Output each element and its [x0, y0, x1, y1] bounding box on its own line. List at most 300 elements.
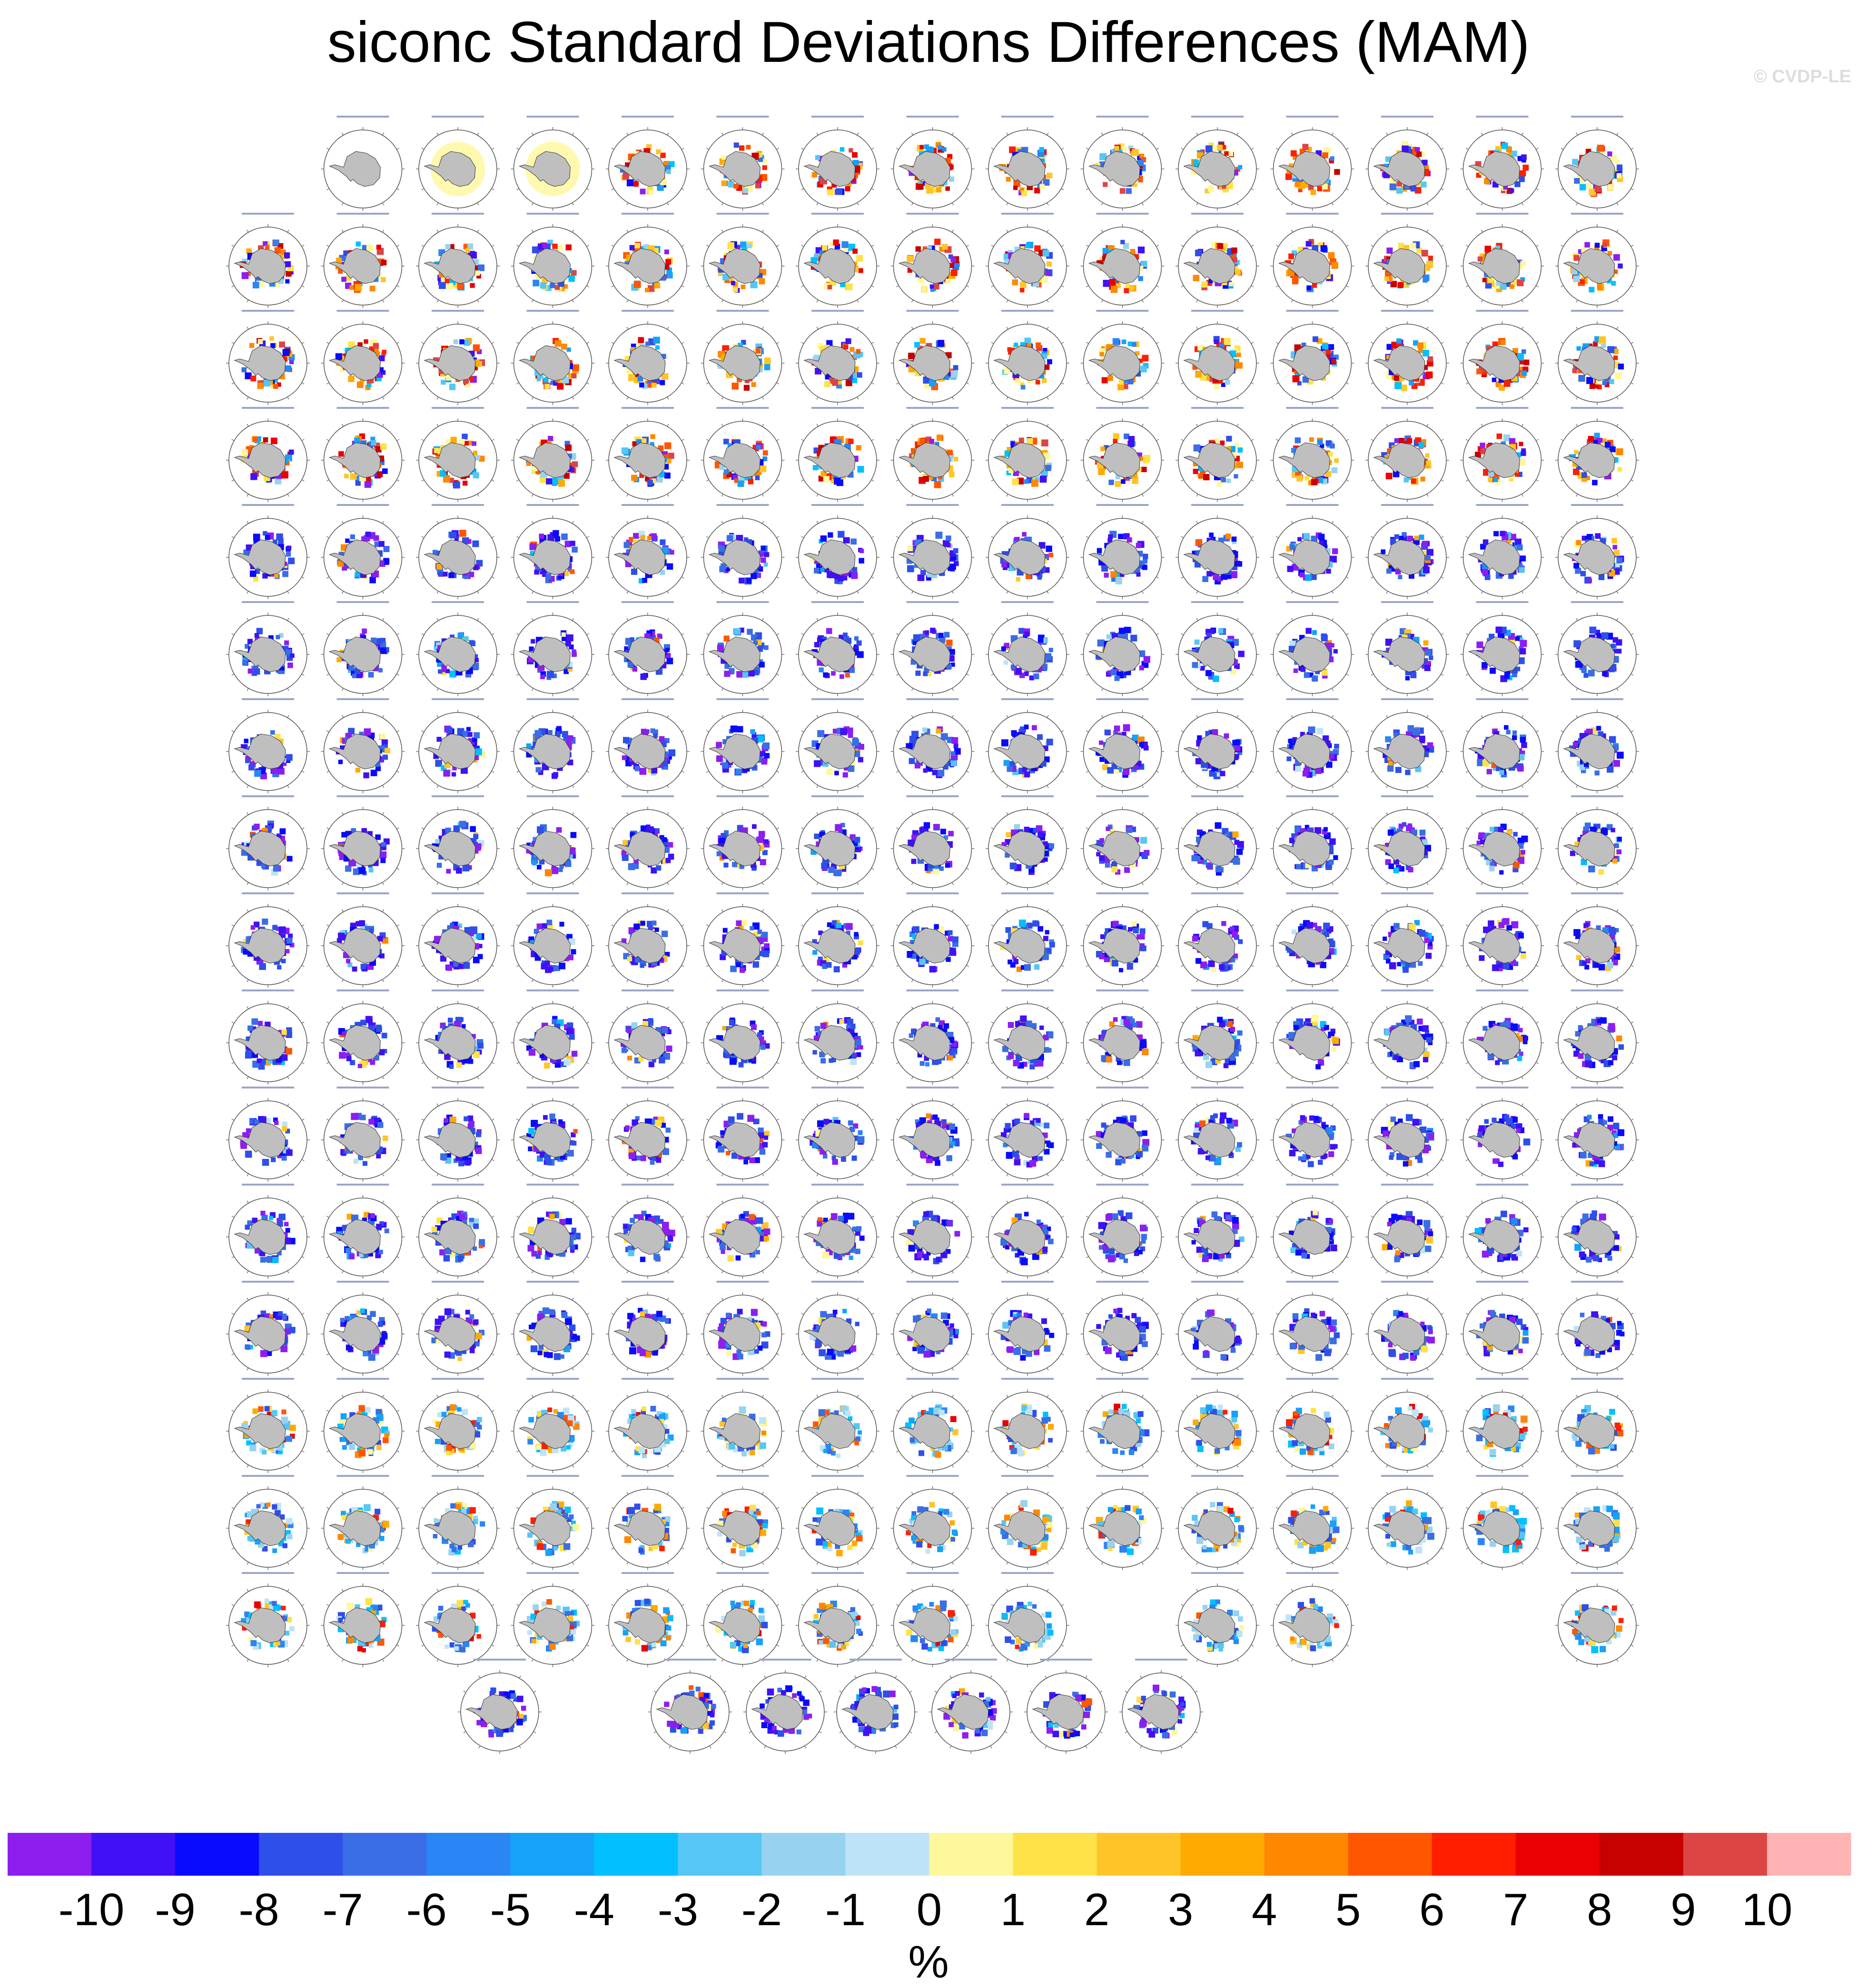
anomaly-cell — [371, 440, 376, 445]
panel-tick — [573, 618, 574, 621]
anomaly-cell — [553, 530, 559, 536]
anomaly-cell — [1138, 247, 1145, 253]
panel-tick — [1181, 577, 1184, 578]
anomaly-cell — [263, 437, 268, 443]
panel-tick — [422, 383, 424, 384]
panel-tick — [1156, 674, 1159, 675]
panel-tick — [1181, 383, 1184, 384]
anomaly-cell — [930, 628, 935, 633]
panel-caption — [1381, 407, 1433, 409]
panel-tick — [817, 688, 818, 691]
panel-tick — [232, 771, 234, 772]
anomaly-cell — [635, 766, 640, 771]
anomaly-cell — [1596, 633, 1601, 638]
panel-tick — [857, 618, 859, 621]
anomaly-cell — [954, 457, 958, 462]
panel-caption — [432, 601, 484, 603]
panel-tick — [1386, 133, 1388, 135]
panel-tick — [1007, 230, 1008, 232]
anomaly-cell — [1617, 173, 1622, 178]
panel-tick — [587, 577, 589, 578]
anomaly-cell — [1195, 539, 1203, 546]
anomaly-cell — [1317, 439, 1323, 445]
anomaly-cell — [1142, 565, 1147, 570]
panel-tick — [1156, 577, 1159, 578]
panel-tick — [777, 674, 779, 675]
panel-tick — [342, 230, 344, 232]
panel-tick — [383, 591, 384, 593]
anomaly-cell — [1099, 757, 1105, 762]
panel-tick — [871, 148, 874, 149]
anomaly-cell — [1034, 188, 1040, 193]
panel-caption — [1096, 407, 1149, 409]
anomaly-cell — [1321, 245, 1327, 252]
map-panel — [1081, 116, 1165, 211]
panel-tick — [383, 300, 384, 302]
panel-tick — [1386, 424, 1388, 426]
anomaly-cell — [738, 480, 744, 487]
anomaly-cell — [1416, 151, 1422, 157]
anomaly-cell — [1306, 241, 1312, 247]
panel-caption — [1001, 504, 1054, 506]
panel-tick — [287, 300, 289, 302]
anomaly-cell — [919, 338, 925, 344]
panel-tick — [1237, 230, 1238, 232]
anomaly-cell — [1583, 673, 1588, 678]
panel-tick — [1631, 286, 1633, 287]
panel-tick — [516, 342, 519, 344]
anomaly-cell — [844, 537, 850, 544]
panel-tick — [437, 327, 438, 329]
anomaly-cell — [666, 169, 671, 174]
panel-tick — [587, 383, 589, 384]
panel-tick — [991, 480, 994, 481]
anomaly-cell — [721, 180, 727, 186]
map-panel — [1175, 698, 1259, 793]
panel-tick — [587, 633, 589, 635]
panel-tick — [991, 245, 994, 247]
panel-tick — [1007, 715, 1008, 718]
anomaly-cell — [640, 188, 646, 194]
anomaly-cell — [919, 145, 924, 149]
panel-tick — [1441, 577, 1443, 578]
panel-caption — [1381, 213, 1433, 215]
panel-tick — [1156, 245, 1159, 247]
anomaly-cell — [1331, 262, 1338, 268]
anomaly-cell — [840, 147, 845, 152]
map-panel — [701, 310, 785, 405]
panel-caption — [907, 504, 959, 506]
panel-tick — [302, 674, 304, 675]
anomaly-cell — [450, 532, 456, 538]
panel-tick — [287, 785, 289, 788]
anomaly-cell — [1410, 672, 1416, 678]
panel-tick — [871, 286, 874, 287]
panel-tick — [573, 203, 574, 205]
anomaly-cell — [1504, 380, 1511, 387]
anomaly-cell — [1020, 288, 1024, 292]
panel-caption — [1286, 310, 1339, 312]
panel-tick — [912, 591, 913, 593]
panel-tick — [722, 688, 723, 691]
panel-tick — [1441, 383, 1443, 384]
panel-tick — [1371, 536, 1373, 538]
anomaly-cell — [1098, 468, 1105, 475]
anomaly-cell — [1618, 364, 1624, 369]
anomaly-cell — [660, 380, 665, 385]
panel-tick — [437, 424, 438, 426]
panel-caption — [1191, 116, 1244, 118]
map-panel — [1175, 407, 1259, 502]
panel-tick — [477, 785, 479, 788]
anomaly-cell — [283, 349, 290, 356]
panel-tick — [1346, 674, 1349, 675]
panel-tick — [967, 439, 969, 441]
anomaly-cell — [1419, 442, 1424, 448]
panel-tick — [1346, 577, 1349, 578]
anomaly-cell — [1398, 282, 1403, 288]
anomaly-cell — [1482, 278, 1487, 282]
anomaly-cell — [1103, 280, 1110, 287]
panel-tick — [1631, 245, 1633, 247]
anomaly-cell — [734, 142, 739, 148]
panel-tick — [991, 731, 994, 732]
anomaly-cell — [833, 729, 838, 733]
panel-tick — [667, 618, 669, 621]
anomaly-cell — [1586, 183, 1592, 189]
anomaly-cell — [907, 256, 913, 263]
panel-tick — [991, 342, 994, 344]
panel-tick — [1102, 300, 1103, 302]
panel-tick — [326, 286, 329, 287]
anomaly-cell — [1224, 338, 1231, 345]
panel-tick — [871, 771, 874, 772]
panel-tick — [612, 188, 614, 190]
map-panel — [606, 407, 690, 502]
anomaly-cell — [572, 547, 578, 553]
anomaly-cell — [1200, 666, 1205, 671]
panel-tick — [1142, 715, 1144, 718]
panel-tick — [383, 424, 384, 426]
panel-tick — [706, 577, 709, 578]
panel-tick — [817, 618, 818, 621]
anomaly-cell — [1027, 438, 1033, 444]
panel-tick — [682, 633, 684, 635]
panel-tick — [1276, 771, 1278, 772]
anomaly-cell — [1611, 538, 1617, 544]
anomaly-cell — [935, 532, 942, 539]
panel-tick — [1536, 286, 1539, 287]
anomaly-cell — [285, 366, 291, 372]
anomaly-cell — [462, 434, 467, 439]
panel-caption — [1381, 504, 1433, 506]
anomaly-cell — [378, 668, 383, 673]
panel-tick — [952, 688, 954, 691]
panel-tick — [777, 536, 779, 538]
panel-tick — [1561, 439, 1563, 441]
anomaly-cell — [1313, 336, 1318, 342]
panel-tick — [1061, 286, 1064, 287]
anomaly-cell — [284, 641, 289, 645]
panel-tick — [397, 148, 399, 149]
panel-tick — [1102, 618, 1103, 621]
panel-caption — [717, 601, 769, 603]
anomaly-cell — [908, 546, 913, 551]
anomaly-cell — [631, 475, 637, 481]
panel-tick — [1522, 327, 1523, 329]
anomaly-cell — [832, 380, 838, 386]
map-panel — [891, 504, 975, 599]
panel-tick — [1536, 674, 1539, 675]
panel-tick — [612, 731, 614, 732]
anomaly-cell — [1521, 154, 1527, 160]
anomaly-cell — [1334, 458, 1339, 463]
anomaly-cell — [857, 372, 862, 378]
anomaly-cell — [1226, 436, 1232, 442]
map-panel — [321, 213, 405, 308]
anomaly-cell — [645, 288, 649, 292]
anomaly-cell — [1602, 672, 1607, 676]
anomaly-cell — [253, 576, 258, 582]
map-panel — [1081, 407, 1165, 502]
anomaly-cell — [1107, 375, 1113, 381]
panel-tick — [1427, 521, 1428, 524]
panel-tick — [1251, 536, 1254, 538]
panel-tick — [801, 245, 804, 247]
anomaly-cell — [1103, 248, 1108, 254]
anomaly-cell — [654, 282, 661, 288]
anomaly-cell — [1220, 771, 1225, 776]
panel-tick — [422, 286, 424, 287]
anomaly-cell — [1411, 478, 1416, 484]
map-panel — [416, 213, 500, 308]
anomaly-cell — [650, 434, 655, 439]
panel-tick — [952, 785, 954, 788]
anomaly-cell — [1136, 543, 1141, 548]
anomaly-cell — [1103, 182, 1107, 187]
anomaly-cell — [383, 546, 389, 552]
panel-caption — [622, 407, 674, 409]
anomaly-cell — [1004, 660, 1008, 665]
panel-tick — [326, 731, 329, 732]
panel-tick — [1007, 494, 1008, 496]
map-panel — [416, 310, 500, 405]
panel-tick — [952, 327, 954, 329]
panel-tick — [532, 618, 533, 621]
anomaly-cell — [1232, 536, 1237, 542]
anomaly-cell — [721, 156, 726, 160]
panel-tick — [1576, 591, 1578, 593]
panel-caption — [717, 213, 769, 215]
panel-tick — [1061, 439, 1064, 441]
panel-tick — [326, 577, 329, 578]
anomaly-cell — [932, 770, 938, 775]
panel-tick — [1086, 245, 1088, 247]
panel-tick — [801, 771, 804, 772]
panel-tick — [287, 688, 289, 691]
panel-caption — [432, 504, 484, 506]
anomaly-cell — [1236, 353, 1241, 357]
panel-tick — [422, 731, 424, 732]
anomaly-cell — [845, 673, 850, 677]
panel-tick — [896, 731, 899, 732]
panel-tick — [801, 731, 804, 732]
anomaly-cell — [664, 473, 671, 479]
anomaly-cell — [1105, 730, 1110, 735]
anomaly-cell — [1108, 534, 1113, 539]
anomaly-cell — [1043, 250, 1049, 257]
panel-tick — [383, 230, 384, 232]
map-panel — [321, 310, 405, 405]
anomaly-cell — [1287, 566, 1294, 572]
anomaly-cell — [446, 283, 453, 290]
anomaly-cell — [763, 450, 768, 455]
panel-tick — [952, 521, 954, 524]
anomaly-cell — [344, 474, 349, 478]
anomaly-cell — [1224, 243, 1228, 248]
panel-tick — [912, 785, 913, 788]
anomaly-cell — [827, 769, 833, 775]
anomaly-cell — [1511, 151, 1517, 157]
panel-tick — [667, 133, 669, 135]
anomaly-cell — [1412, 728, 1419, 735]
panel-tick — [1536, 245, 1539, 247]
panel-tick — [1386, 494, 1388, 496]
anomaly-cell — [819, 667, 823, 672]
anomaly-cell — [942, 147, 946, 151]
panel-caption — [811, 601, 864, 603]
panel-tick — [817, 397, 818, 399]
anomaly-cell — [1238, 651, 1244, 657]
panel-tick — [1522, 618, 1523, 621]
anomaly-cell — [478, 265, 484, 271]
anomaly-cell — [566, 245, 572, 250]
panel-tick — [871, 731, 874, 732]
anomaly-cell — [736, 769, 741, 774]
anomaly-cell — [625, 356, 630, 361]
panel-caption — [1096, 698, 1149, 700]
anomaly-cell — [1024, 771, 1030, 777]
panel-tick — [422, 439, 424, 441]
anomaly-cell — [1037, 575, 1042, 579]
panel-tick — [1276, 536, 1278, 538]
anomaly-cell — [1294, 669, 1298, 673]
anomaly-cell — [632, 667, 637, 672]
anomaly-cell — [338, 451, 344, 457]
anomaly-cell — [1123, 769, 1129, 775]
anomaly-cell — [570, 541, 575, 546]
panel-caption — [1286, 213, 1339, 215]
anomaly-cell — [242, 660, 248, 666]
panel-tick — [437, 521, 438, 524]
anomaly-cell — [1576, 540, 1581, 545]
panel-tick — [1156, 342, 1159, 344]
anomaly-cell — [924, 144, 929, 149]
map-panel — [1555, 601, 1639, 696]
panel-tick — [967, 731, 969, 732]
anomaly-cell — [449, 384, 455, 390]
panel-tick — [1371, 342, 1373, 344]
anomaly-cell — [1115, 676, 1120, 681]
panel-tick — [1386, 327, 1388, 329]
anomaly-cell — [276, 635, 280, 639]
panel-tick — [326, 536, 329, 538]
anomaly-cell — [1575, 568, 1581, 574]
anomaly-cell — [341, 277, 346, 282]
anomaly-cell — [1041, 439, 1048, 446]
panel-tick — [1561, 148, 1563, 149]
anomaly-cell — [923, 672, 928, 676]
map-panel — [701, 601, 785, 696]
panel-tick — [492, 480, 494, 481]
anomaly-cell — [1386, 247, 1393, 254]
panel-tick — [1617, 230, 1618, 232]
anomaly-cell — [552, 773, 557, 779]
anomaly-cell — [563, 735, 568, 740]
anomaly-cell — [474, 270, 480, 276]
anomaly-cell — [764, 364, 770, 370]
map-panel — [1365, 407, 1449, 502]
panel-tick — [477, 688, 479, 691]
anomaly-cell — [950, 751, 955, 756]
panel-tick — [1196, 300, 1198, 302]
panel-caption — [1191, 698, 1244, 700]
anomaly-cell — [1288, 254, 1294, 259]
panel-tick — [302, 383, 304, 384]
map-panel — [1271, 504, 1354, 599]
anomaly-cell — [849, 347, 854, 352]
panel-tick — [1251, 577, 1254, 578]
panel-tick — [587, 674, 589, 675]
panel-caption — [1571, 213, 1623, 215]
anomaly-cell — [848, 733, 853, 738]
panel-tick — [682, 148, 684, 149]
panel-tick — [762, 591, 764, 593]
panel-tick — [777, 633, 779, 635]
anomaly-cell — [1421, 182, 1426, 188]
panel-tick — [1617, 521, 1618, 524]
anomaly-cell — [248, 669, 253, 674]
anomaly-cell — [449, 671, 456, 678]
panel-tick — [1007, 397, 1008, 399]
panel-tick — [1522, 688, 1523, 691]
panel-tick — [682, 245, 684, 247]
panel-tick — [437, 688, 438, 691]
anomaly-cell — [764, 552, 769, 557]
anomaly-cell — [953, 548, 958, 554]
panel-tick — [342, 618, 344, 621]
panel-tick — [1576, 424, 1578, 426]
anomaly-cell — [1291, 150, 1297, 157]
anomaly-cell — [844, 345, 848, 349]
anomaly-cell — [377, 471, 383, 477]
panel-tick — [1196, 494, 1198, 496]
anomaly-cell — [1592, 480, 1598, 485]
panel-caption — [1381, 698, 1433, 700]
anomaly-cell — [271, 437, 277, 444]
panel-tick — [817, 133, 818, 135]
panel-tick — [896, 342, 899, 344]
panel-tick — [1441, 342, 1443, 344]
anomaly-cell — [544, 384, 550, 389]
panel-tick — [1482, 591, 1483, 593]
anomaly-cell — [1306, 628, 1312, 633]
anomaly-cell — [1311, 189, 1316, 195]
panel-tick — [1631, 480, 1633, 481]
anomaly-cell — [345, 539, 349, 543]
anomaly-cell — [1398, 575, 1402, 579]
anomaly-cell — [1429, 656, 1433, 660]
